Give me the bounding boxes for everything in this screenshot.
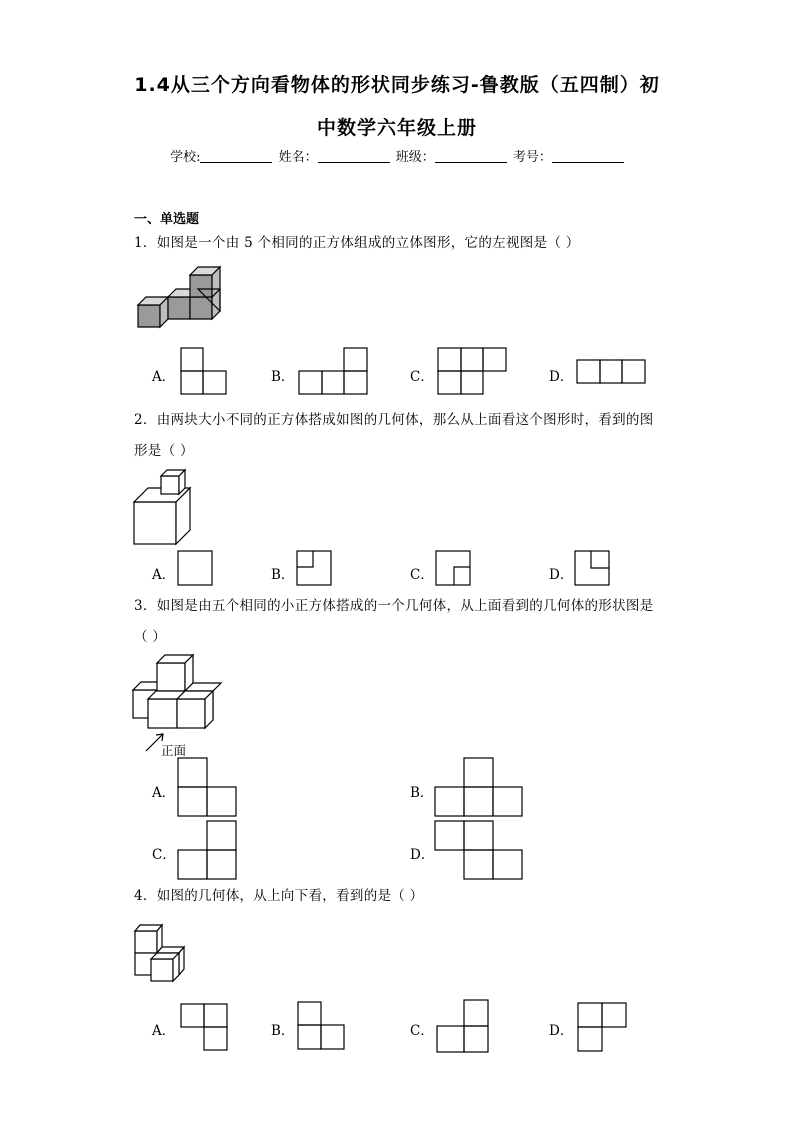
question-1-option-b[interactable]: B． — [271, 369, 295, 385]
class-label: 班级： — [395, 150, 435, 165]
school-label: 学校: — [170, 150, 201, 165]
question-4-option-a[interactable]: A． — [152, 1023, 176, 1039]
page-title-line2: 中数学六年级上册 — [316, 117, 477, 139]
question-3-option-b[interactable]: B． — [410, 785, 434, 801]
exam-number-blank — [552, 148, 624, 163]
question-3-option-d[interactable]: D． — [410, 847, 435, 863]
question-2-option-b[interactable]: B． — [271, 567, 295, 583]
question-4-text: 4．如图的几何体，从上向下看，看到的是（ ） — [134, 888, 424, 904]
section-heading: 一、单选题 — [134, 212, 200, 227]
name-blank — [318, 148, 390, 163]
question-3-front-label: 正面 — [161, 743, 187, 758]
question-3-option-a[interactable]: A． — [152, 785, 176, 801]
exam-number-label: 考号： — [512, 150, 552, 165]
question-1-text: 1．如图是一个由 5 个相同的正方体组成的立体图形，它的左视图是（ ） — [134, 235, 580, 251]
page-title-line1: 1.4从三个方向看物体的形状同步练习-鲁教版（五四制）初 — [134, 74, 660, 96]
question-2-text: 2．由两块大小不同的正方体搭成如图的几何体，那么从上面看这个图形时，看到的图形是（ ） — [134, 412, 654, 459]
school-blank — [200, 148, 272, 163]
name-label: 姓名： — [278, 150, 318, 165]
question-2-option-c[interactable]: C． — [410, 567, 434, 583]
question-3-text: 3．如图是由五个相同的小正方体搭成的一个几何体，从上面看到的几何体的形状图是（ ） — [134, 598, 654, 645]
question-1-option-c[interactable]: C． — [410, 369, 434, 385]
question-4-option-b[interactable]: B． — [271, 1023, 295, 1039]
class-blank — [435, 148, 507, 163]
question-1-option-d[interactable]: D． — [549, 369, 574, 385]
question-4-option-c[interactable]: C． — [410, 1023, 434, 1039]
question-3-option-c[interactable]: C． — [152, 847, 176, 863]
question-2-option-a[interactable]: A． — [152, 567, 176, 583]
student-info-line — [0, 146, 794, 165]
question-2-option-d[interactable]: D． — [549, 567, 574, 583]
question-1-option-a[interactable]: A． — [152, 369, 176, 385]
question-4-option-d[interactable]: D． — [549, 1023, 574, 1039]
question-4-option-d-figure — [0, 0, 1, 1]
